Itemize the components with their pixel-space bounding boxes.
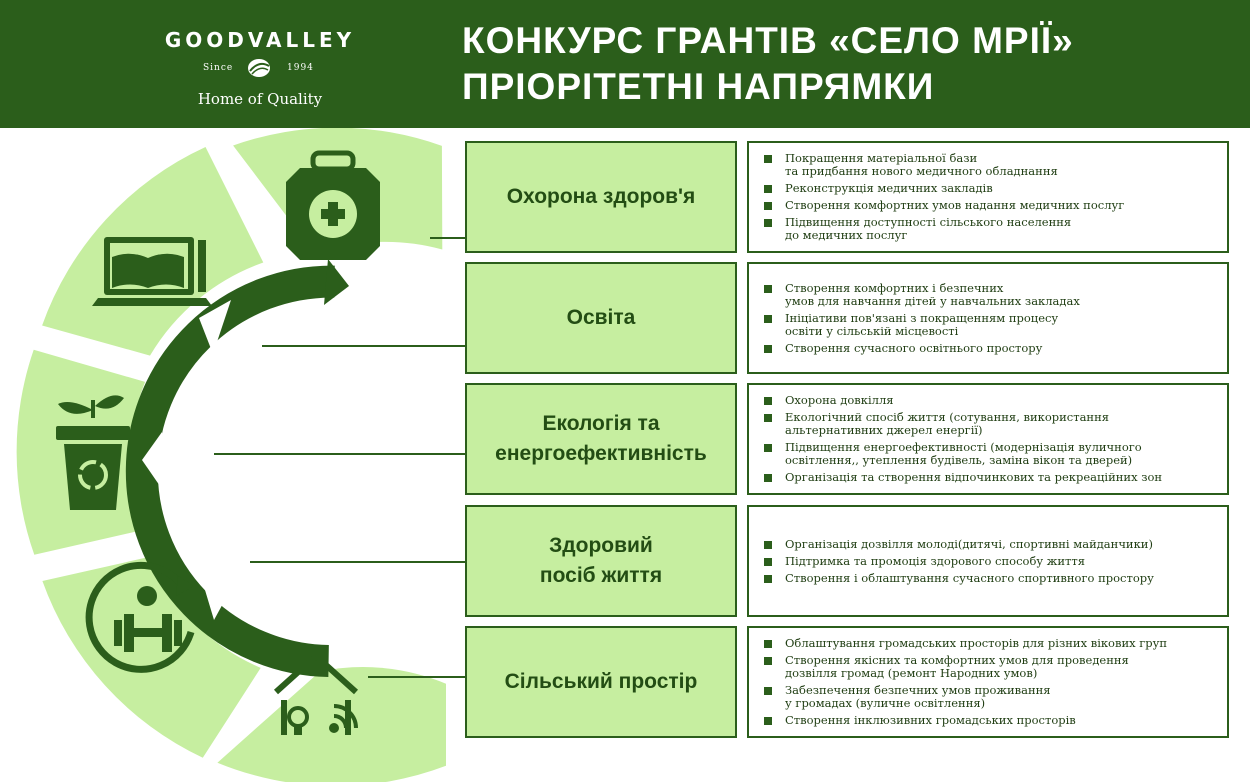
list-item bbox=[761, 572, 1221, 585]
list-item-line: Підвищення доступності сільського населення bbox=[785, 215, 1072, 229]
list-item bbox=[761, 312, 1221, 338]
category-label bbox=[465, 626, 737, 738]
connector-line bbox=[430, 237, 466, 239]
category-label bbox=[465, 505, 737, 617]
brand-logo-name: GOODVALLEY bbox=[164, 28, 356, 52]
list-item-line: Підтримка та промоція здорового способу життя bbox=[785, 553, 1086, 568]
category-label-line: Охорона здоров'я bbox=[506, 185, 696, 208]
list-item-line: освітлення,, утеплення будівель, заміна вікон та дверей) bbox=[785, 453, 1133, 467]
category-label-line: Здоровий bbox=[549, 534, 653, 557]
first-aid-kit-icon bbox=[286, 153, 380, 260]
list-item-line: та придбання нового медичного обладнання bbox=[785, 164, 1058, 178]
list-item-line: Екологічний спосіб життя (сотування, використання bbox=[785, 410, 1110, 424]
list-item-line: Реконструкція медичних закладів bbox=[785, 181, 993, 195]
list-item-line: Створення комфортних умов надання медичних послуг bbox=[785, 198, 1125, 212]
list-item-line: Організація та створення відпочинкових та рекреаційних зон bbox=[785, 470, 1163, 484]
connector-line bbox=[262, 345, 466, 347]
category-items-box bbox=[747, 383, 1229, 495]
list-item bbox=[761, 654, 1221, 680]
category-label-line: Освіта bbox=[566, 306, 636, 329]
list-item-line: Облаштування громадських просторів для різних вікових груп bbox=[785, 636, 1168, 650]
category-label-line: посіб життя bbox=[539, 564, 663, 587]
brand-since-label: Since bbox=[203, 63, 234, 73]
list-item bbox=[761, 152, 1221, 178]
list-item bbox=[761, 471, 1221, 484]
list-item-line: Підвищення енергоефективності (модернізація вуличного bbox=[785, 440, 1142, 454]
list-item-line: у громадах (вуличне освітлення) bbox=[785, 696, 986, 710]
list-item-line: Організація дозвілля молоді(дитячі, спортивні майданчики) bbox=[785, 536, 1153, 551]
category-label-line: Сільський простір bbox=[504, 670, 698, 693]
list-item-line: Створення якісних та комфортних умов для проведення bbox=[785, 653, 1129, 667]
list-item bbox=[761, 282, 1221, 308]
page-title: КОНКУРС ГРАНТІВ «СЕЛО МРІЇ» bbox=[462, 20, 1074, 61]
list-item bbox=[761, 342, 1221, 355]
category-label-line: Екологія та bbox=[542, 412, 660, 435]
brand-tagline: Home of Quality bbox=[197, 90, 323, 108]
list-item-line: Ініціативи пов'язані з покращенням процесу bbox=[785, 310, 1059, 325]
list-item bbox=[761, 637, 1221, 650]
list-item-line: Створення комфортних і безпечних bbox=[785, 280, 1004, 295]
leaf-logo-icon bbox=[244, 56, 274, 80]
list-item bbox=[761, 199, 1221, 212]
list-item-line: Забезпечення безпечних умов проживання bbox=[785, 683, 1051, 697]
list-item bbox=[761, 411, 1221, 437]
category-items-box bbox=[747, 262, 1229, 374]
list-item-line: альтернативних джерел енергії) bbox=[785, 423, 983, 437]
category-items-box bbox=[747, 505, 1229, 617]
list-item-line: Створення сучасного освітнього простору bbox=[785, 340, 1043, 355]
list-item-line: до медичних послуг bbox=[785, 228, 908, 242]
list-item-line: Створення і облаштування сучасного спортивного простору bbox=[785, 570, 1154, 585]
list-item bbox=[761, 714, 1221, 727]
connector-line bbox=[250, 561, 466, 563]
category-items-box bbox=[747, 141, 1229, 253]
list-item bbox=[761, 182, 1221, 195]
connector-line bbox=[368, 676, 466, 678]
brand-year-label: 1994 bbox=[287, 63, 314, 73]
category-label bbox=[465, 383, 737, 495]
header-banner bbox=[0, 0, 1250, 128]
list-item-line: дозвілля громад (ремонт Народних умов) bbox=[785, 666, 1038, 680]
list-item bbox=[761, 684, 1221, 710]
list-item bbox=[761, 555, 1221, 568]
list-item bbox=[761, 441, 1221, 467]
list-item-line: Покращення матеріальної бази bbox=[785, 151, 978, 165]
page-subtitle: ПРІОРІТЕТНІ НАПРЯМКИ bbox=[462, 66, 935, 107]
list-item bbox=[761, 216, 1221, 242]
category-label bbox=[465, 262, 737, 374]
category-wheel bbox=[0, 128, 470, 782]
list-item-line: освіти у сільській місцевості bbox=[785, 323, 959, 338]
connector-line bbox=[214, 453, 466, 455]
category-items-box bbox=[747, 626, 1229, 738]
list-item bbox=[761, 394, 1221, 407]
list-item-line: умов для навчання дітей у навчальних закладах bbox=[785, 293, 1080, 308]
category-label-line: енергоефективність bbox=[495, 442, 707, 465]
category-label bbox=[465, 141, 737, 253]
list-item-line: Охорона довкілля bbox=[785, 393, 894, 407]
list-item bbox=[761, 538, 1221, 551]
list-item-line: Створення інклюзивних громадських просторів bbox=[785, 713, 1076, 727]
